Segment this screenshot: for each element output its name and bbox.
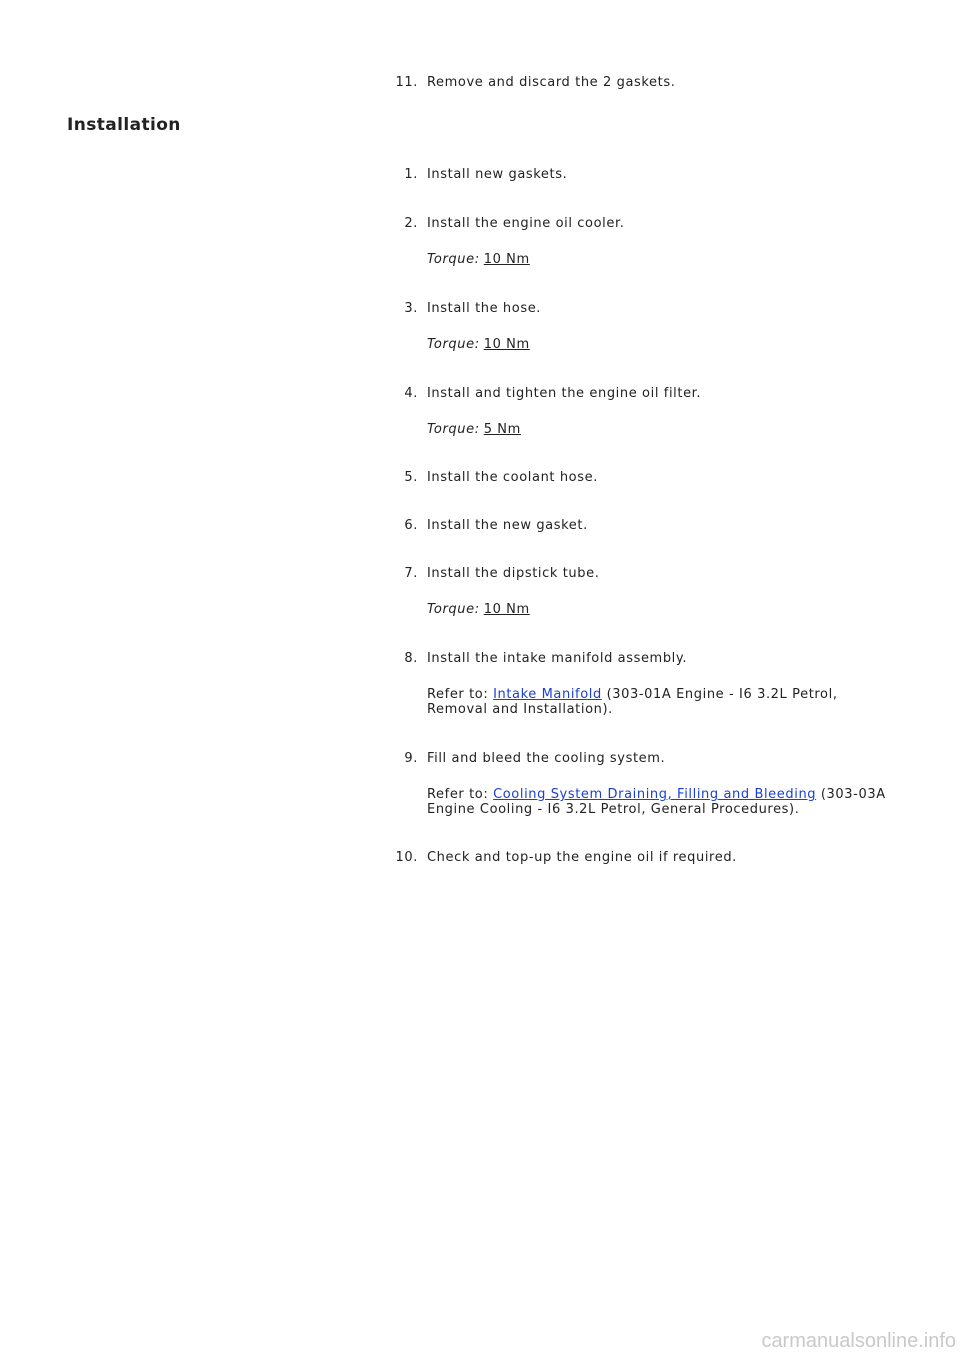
step-number: 5.	[404, 470, 418, 485]
refer-prefix: Refer to:	[427, 787, 489, 802]
step-number: 9.	[404, 751, 418, 766]
cooling-system-link[interactable]: Cooling System Draining, Filling and Bleeding	[493, 787, 817, 802]
reference-note	[427, 787, 897, 817]
step-text: Install and tighten the engine oil filter.	[427, 386, 702, 401]
reference-note	[427, 687, 897, 717]
torque-label: Torque:	[427, 337, 480, 352]
step-text: Fill and bleed the cooling system.	[427, 751, 666, 766]
step-number: 11.	[395, 75, 418, 90]
refer-suffix: (303-01A Engine - I6 3.2L Petrol, Removal and Installation).	[427, 687, 838, 717]
step-text: Install new gaskets.	[427, 167, 568, 182]
step-text: Install the coolant hose.	[427, 470, 598, 485]
step-number: 7.	[404, 566, 418, 581]
torque-spec	[427, 252, 897, 267]
step-text: Install the new gasket.	[427, 518, 588, 533]
torque-spec	[427, 422, 897, 437]
torque-label: Torque:	[427, 422, 480, 437]
torque-label: Torque:	[427, 252, 480, 267]
intake-manifold-link[interactable]: Intake Manifold	[493, 687, 602, 702]
step-text: Install the intake manifold assembly.	[427, 651, 688, 666]
torque-value: 5 Nm	[483, 422, 521, 437]
torque-value: 10 Nm	[483, 252, 530, 267]
step-number: 4.	[404, 386, 418, 401]
section-title: Installation	[67, 115, 181, 135]
torque-label: Torque:	[427, 602, 480, 617]
watermark: carmanualsonline.info	[761, 1330, 956, 1352]
step-number: 1.	[404, 167, 418, 182]
step-number: 2.	[404, 216, 418, 231]
step-text: Install the hose.	[427, 301, 542, 316]
step-text: Install the engine oil cooler.	[427, 216, 625, 231]
step-text: Install the dipstick tube.	[427, 566, 600, 581]
torque-spec	[427, 602, 897, 617]
step-number: 10.	[395, 850, 418, 865]
torque-spec	[427, 337, 897, 352]
step-text: Remove and discard the 2 gaskets.	[427, 75, 676, 90]
torque-value: 10 Nm	[483, 337, 530, 352]
step-text: Check and top-up the engine oil if required.	[427, 850, 737, 865]
step-number: 3.	[404, 301, 418, 316]
torque-value: 10 Nm	[483, 602, 530, 617]
step-number: 6.	[404, 518, 418, 533]
step-number: 8.	[404, 651, 418, 666]
refer-suffix: (303-03A Engine Cooling - I6 3.2L Petrol, General Procedures).	[427, 787, 886, 817]
refer-prefix: Refer to:	[427, 687, 489, 702]
